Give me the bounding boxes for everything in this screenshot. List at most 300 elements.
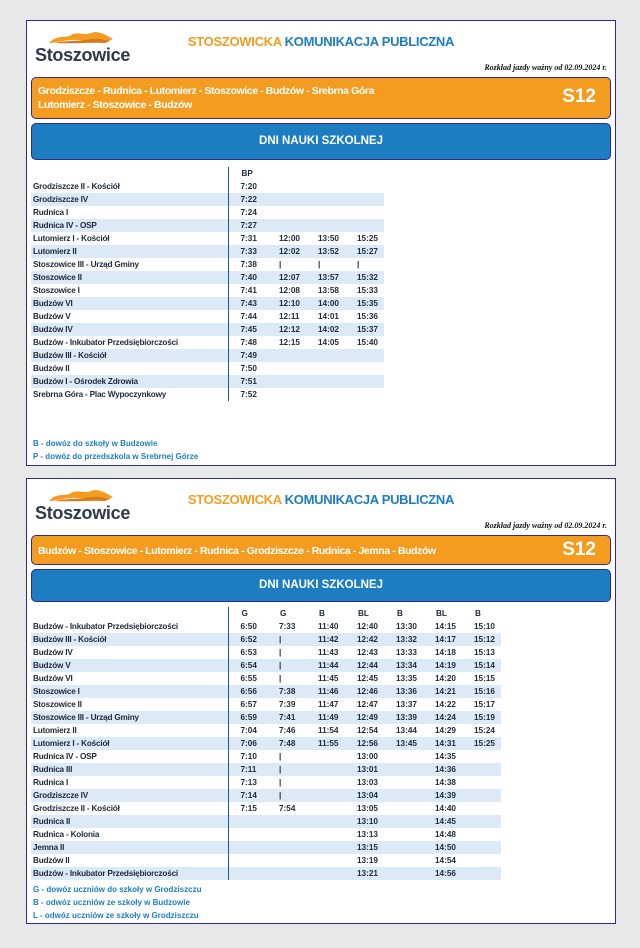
departure-time	[306, 349, 345, 362]
departure-time	[384, 841, 423, 854]
departure-time: |	[267, 789, 306, 802]
departure-time: 7:40	[228, 271, 267, 284]
departure-time	[306, 867, 345, 880]
departure-time: 11:46	[306, 685, 345, 698]
legend-note: B - odwóz uczniów ze szkoły w Budzowie	[33, 898, 190, 907]
departure-time: 12:44	[345, 659, 384, 672]
legend-note: B - dowóz do szkoły w Budzowie	[33, 439, 158, 448]
departure-time	[462, 841, 501, 854]
table-row	[31, 297, 384, 310]
departure-time: 7:33	[267, 620, 306, 633]
departure-time: 7:45	[228, 323, 267, 336]
stop-name: Grodziszcze IV	[31, 193, 228, 206]
departure-time: 12:46	[345, 685, 384, 698]
departure-time: 13:44	[384, 724, 423, 737]
departure-time	[228, 854, 267, 867]
stop-name: Stoszowice II	[31, 698, 228, 711]
stop-name: Lutomierz I - Kościół	[31, 232, 228, 245]
column-header	[306, 167, 345, 180]
departure-time	[462, 789, 501, 802]
stop-name: Rudnica I	[31, 776, 228, 789]
departure-time: 7:13	[228, 776, 267, 789]
departure-time: 7:27	[228, 219, 267, 232]
departure-time: 13:21	[345, 867, 384, 880]
departure-time	[384, 763, 423, 776]
company-name-part2: KOMUNIKACJA PUBLICZNA	[284, 34, 455, 49]
departure-time	[306, 776, 345, 789]
departure-time	[267, 828, 306, 841]
header-row	[31, 607, 501, 620]
departure-time: 14:54	[423, 854, 462, 867]
departure-time	[384, 750, 423, 763]
departure-time: 13:36	[384, 685, 423, 698]
departure-time: 12:02	[267, 245, 306, 258]
departure-time	[267, 388, 306, 401]
timetable-sheet-2	[26, 478, 616, 924]
table-row	[31, 206, 384, 219]
departure-time: 7:46	[267, 724, 306, 737]
departure-time	[345, 193, 384, 206]
legend-note: G - dowóz uczniów do szkoły w Grodziszczu	[33, 885, 202, 894]
departure-time: 14:36	[423, 763, 462, 776]
table-row	[31, 698, 501, 711]
departure-time: |	[267, 633, 306, 646]
stop-name: Lutomierz II	[31, 724, 228, 737]
departure-time: 7:15	[228, 802, 267, 815]
departure-time: 12:42	[345, 633, 384, 646]
departure-time: 7:48	[267, 737, 306, 750]
column-header: G	[241, 609, 248, 618]
company-name-part1: STOSZOWICKA	[187, 492, 282, 507]
stop-name: Rudnica III	[31, 763, 228, 776]
departure-time: 14:17	[423, 633, 462, 646]
table-row	[31, 633, 501, 646]
column-header: B	[319, 609, 325, 618]
table-row	[31, 672, 501, 685]
days-banner: DNI NAUKI SZKOLNEJ	[31, 123, 611, 160]
departure-time	[306, 180, 345, 193]
legend-note: P - dowóz do przedszkola w Srebrnej Górze	[33, 452, 199, 461]
table-row	[31, 232, 384, 245]
departure-time	[306, 841, 345, 854]
departure-time: |	[267, 646, 306, 659]
table-row	[31, 193, 384, 206]
departure-time: 15:16	[462, 685, 501, 698]
departure-time: 13:10	[345, 815, 384, 828]
column-header: BP	[241, 169, 253, 178]
departure-time: 7:20	[228, 180, 267, 193]
stop-name: Rudnica I	[31, 206, 228, 219]
stop-name: Budzów - Inkubator Przedsiębiorczości	[31, 867, 228, 880]
departure-time: 14:01	[306, 310, 345, 323]
departure-time	[462, 750, 501, 763]
departure-time: 15:15	[462, 672, 501, 685]
departure-time	[345, 349, 384, 362]
header-row	[31, 167, 384, 180]
departure-time	[384, 802, 423, 815]
table-row	[31, 310, 384, 323]
company-name-part2: KOMUNIKACJA PUBLICZNA	[284, 492, 455, 507]
stop-name: Budzów V	[31, 310, 228, 323]
departure-time: |	[267, 659, 306, 672]
departure-time: |	[267, 258, 306, 271]
table-row	[31, 776, 501, 789]
departure-time: 14:24	[423, 711, 462, 724]
stop-name: Budzów - Inkubator Przedsiębiorczości	[31, 336, 228, 349]
departure-time: 7:14	[228, 789, 267, 802]
departure-time	[306, 763, 345, 776]
table-row	[31, 724, 501, 737]
stop-name: Budzów VI	[31, 297, 228, 310]
departure-time: 14:29	[423, 724, 462, 737]
departure-time	[267, 867, 306, 880]
column-header: B	[397, 609, 403, 618]
departure-time: 13:50	[306, 232, 345, 245]
departure-time: 11:42	[306, 633, 345, 646]
column-header: BL	[436, 609, 447, 618]
departure-time	[462, 867, 501, 880]
table-row	[31, 737, 501, 750]
departure-time: 13:39	[384, 711, 423, 724]
departure-time: 7:52	[228, 388, 267, 401]
departure-time	[267, 349, 306, 362]
table-row	[31, 841, 501, 854]
departure-time: 15:37	[345, 323, 384, 336]
departure-time: 13:03	[345, 776, 384, 789]
departure-time: 12:10	[267, 297, 306, 310]
column-header: BL	[358, 609, 369, 618]
departure-time: 12:56	[345, 737, 384, 750]
departure-time: 12:45	[345, 672, 384, 685]
stop-header-cell	[31, 167, 228, 180]
departure-time	[306, 828, 345, 841]
departure-time: 13:30	[384, 620, 423, 633]
departure-time: 14:02	[306, 323, 345, 336]
stop-name: Grodziszcze IV	[31, 789, 228, 802]
departure-time: 7:51	[228, 375, 267, 388]
departure-time: 13:58	[306, 284, 345, 297]
departure-time	[384, 828, 423, 841]
departure-time: 14:39	[423, 789, 462, 802]
departure-time	[306, 375, 345, 388]
departure-time	[384, 867, 423, 880]
departure-time: 14:40	[423, 802, 462, 815]
departure-time: 7:54	[267, 802, 306, 815]
departure-time	[345, 375, 384, 388]
stop-name: Budzów III - Kościół	[31, 349, 228, 362]
stop-name: Grodziszcze II - Kościół	[31, 180, 228, 193]
table-row	[31, 284, 384, 297]
departure-time: 7:06	[228, 737, 267, 750]
departure-time: 13:52	[306, 245, 345, 258]
stop-name: Grodziszcze II - Kościół	[31, 802, 228, 815]
column-header	[345, 167, 384, 180]
departure-time: 7:44	[228, 310, 267, 323]
stop-name: Budzów IV	[31, 646, 228, 659]
departure-time	[345, 219, 384, 232]
departure-time: 7:38	[267, 685, 306, 698]
departure-time	[267, 362, 306, 375]
column-header: B	[475, 609, 481, 618]
route-line-1: Budzów - Stoszowice - Lutomierz - Rudnica - Grodziszcze - Rudnica - Jemna - Budzów	[38, 545, 436, 557]
departure-time: 6:53	[228, 646, 267, 659]
departure-time: 7:33	[228, 245, 267, 258]
stop-name: Budzów I - Ośrodek Zdrowia	[31, 375, 228, 388]
table-row	[31, 802, 501, 815]
departure-time: 15:32	[345, 271, 384, 284]
departure-time	[462, 776, 501, 789]
departure-time: 15:19	[462, 711, 501, 724]
departure-time	[267, 375, 306, 388]
departure-time: 7:49	[228, 349, 267, 362]
table-row	[31, 750, 501, 763]
departure-time	[345, 206, 384, 219]
departure-time	[345, 388, 384, 401]
departure-time: 15:17	[462, 698, 501, 711]
departure-time	[267, 193, 306, 206]
validity-date: Rozkład jazdy ważny od 02.09.2024 r.	[484, 63, 607, 72]
column-header	[267, 167, 306, 180]
table-row	[31, 271, 384, 284]
stop-name: Budzów II	[31, 362, 228, 375]
stop-name: Stoszowice II	[31, 271, 228, 284]
departure-time	[384, 789, 423, 802]
departure-time	[345, 362, 384, 375]
departure-time: |	[267, 763, 306, 776]
table-row	[31, 375, 384, 388]
departure-time	[306, 815, 345, 828]
departure-time: 13:15	[345, 841, 384, 854]
departure-time: 13:00	[345, 750, 384, 763]
departure-time: 13:19	[345, 854, 384, 867]
departure-time: 14:05	[306, 336, 345, 349]
table-row	[31, 245, 384, 258]
departure-time	[228, 841, 267, 854]
departure-time: 15:40	[345, 336, 384, 349]
legend-note: L - odwóz uczniów ze szkoły w Grodziszczu	[33, 911, 199, 920]
table-row	[31, 763, 501, 776]
departure-time: 7:38	[228, 258, 267, 271]
departure-time: |	[267, 776, 306, 789]
departure-time: 12:49	[345, 711, 384, 724]
departure-time: 15:25	[462, 737, 501, 750]
departure-time	[462, 854, 501, 867]
departure-time: 12:11	[267, 310, 306, 323]
departure-time: 14:38	[423, 776, 462, 789]
departure-time: |	[345, 258, 384, 271]
departure-time	[228, 867, 267, 880]
stop-name: Stoszowice III - Urząd Gminy	[31, 711, 228, 724]
departure-time	[384, 815, 423, 828]
table-row	[31, 362, 384, 375]
departure-time	[462, 828, 501, 841]
table-row	[31, 685, 501, 698]
stop-name: Rudnica - Kolonia	[31, 828, 228, 841]
route-line-1: Grodziszcze - Rudnica - Lutomierz - Stoszowice - Budzów - Srebrna Góra	[38, 85, 375, 97]
departure-time: 14:22	[423, 698, 462, 711]
departure-time: 6:59	[228, 711, 267, 724]
route-bar	[31, 77, 611, 119]
departure-time: 13:35	[384, 672, 423, 685]
table-row	[31, 789, 501, 802]
table-row	[31, 646, 501, 659]
departure-time: 14:56	[423, 867, 462, 880]
departure-time: 15:10	[462, 620, 501, 633]
departure-time: 14:48	[423, 828, 462, 841]
departure-time: 7:39	[267, 698, 306, 711]
departure-time	[306, 802, 345, 815]
departure-time: 11:43	[306, 646, 345, 659]
departure-time: 14:00	[306, 297, 345, 310]
departure-time	[306, 789, 345, 802]
stop-name: Budzów III - Kościół	[31, 633, 228, 646]
stop-name: Stoszowice I	[31, 685, 228, 698]
departure-time	[306, 854, 345, 867]
departure-time: 12:47	[345, 698, 384, 711]
departure-time	[267, 206, 306, 219]
departure-time: 15:14	[462, 659, 501, 672]
departure-time	[228, 828, 267, 841]
departure-time: 6:52	[228, 633, 267, 646]
departure-time: 14:31	[423, 737, 462, 750]
departure-time: 15:27	[345, 245, 384, 258]
departure-time: 11:47	[306, 698, 345, 711]
departure-time: 7:48	[228, 336, 267, 349]
route-description	[38, 544, 538, 558]
stop-name: Rudnica IV - OSP	[31, 750, 228, 763]
departure-time	[306, 362, 345, 375]
departure-time: 15:36	[345, 310, 384, 323]
departure-time	[462, 815, 501, 828]
departure-time: 7:41	[228, 284, 267, 297]
table-row	[31, 620, 501, 633]
column-header: G	[280, 609, 287, 618]
departure-time: 13:57	[306, 271, 345, 284]
table-row	[31, 219, 384, 232]
departure-time: 7:04	[228, 724, 267, 737]
departure-time: 15:33	[345, 284, 384, 297]
table-row	[31, 180, 384, 193]
departure-time: 6:54	[228, 659, 267, 672]
table-row	[31, 711, 501, 724]
stop-name: Rudnica II	[31, 815, 228, 828]
legend-notes	[33, 883, 201, 922]
line-number: S12	[562, 86, 596, 107]
departure-time: 12:15	[267, 336, 306, 349]
departure-time: 14:15	[423, 620, 462, 633]
table-row	[31, 815, 501, 828]
departure-time: 14:35	[423, 750, 462, 763]
departure-time: 6:55	[228, 672, 267, 685]
departure-time: 14:21	[423, 685, 462, 698]
table-row	[31, 828, 501, 841]
departure-time: |	[267, 750, 306, 763]
stop-name: Budzów II	[31, 854, 228, 867]
departure-time: 13:33	[384, 646, 423, 659]
departure-time: 14:20	[423, 672, 462, 685]
departure-time	[306, 219, 345, 232]
departure-time: 6:56	[228, 685, 267, 698]
departure-time	[462, 763, 501, 776]
departure-time: 12:08	[267, 284, 306, 297]
departure-time	[306, 388, 345, 401]
table-row	[31, 258, 384, 271]
departure-time: 14:19	[423, 659, 462, 672]
departure-time: |	[267, 672, 306, 685]
departure-time: 7:31	[228, 232, 267, 245]
stop-name: Lutomierz I - Kościół	[31, 737, 228, 750]
departure-time: 7:11	[228, 763, 267, 776]
departure-time: 12:00	[267, 232, 306, 245]
departure-time: 13:13	[345, 828, 384, 841]
departure-time: 13:45	[384, 737, 423, 750]
departure-time: 13:37	[384, 698, 423, 711]
stop-name: Stoszowice III - Urząd Gminy	[31, 258, 228, 271]
departure-time: 7:24	[228, 206, 267, 219]
departure-time: 12:07	[267, 271, 306, 284]
departure-time: 14:18	[423, 646, 462, 659]
departure-time	[345, 180, 384, 193]
company-name-part1: STOSZOWICKA	[187, 34, 282, 49]
logo-text: Stoszowice	[35, 45, 131, 65]
departure-time: 15:24	[462, 724, 501, 737]
departure-time: 7:10	[228, 750, 267, 763]
departure-time: 11:44	[306, 659, 345, 672]
route-description	[38, 84, 398, 112]
departure-time: 12:43	[345, 646, 384, 659]
departure-time: 15:13	[462, 646, 501, 659]
departure-time: 13:34	[384, 659, 423, 672]
stop-name: Budzów IV	[31, 323, 228, 336]
stop-name: Stoszowice I	[31, 284, 228, 297]
table-row	[31, 388, 384, 401]
departure-time	[267, 815, 306, 828]
line-number: S12	[562, 539, 596, 560]
departure-time: 6:50	[228, 620, 267, 633]
departure-time	[228, 815, 267, 828]
departure-time: 13:01	[345, 763, 384, 776]
departure-time: 7:22	[228, 193, 267, 206]
departure-time	[306, 750, 345, 763]
stop-header-cell	[31, 607, 228, 620]
table-row	[31, 659, 501, 672]
departure-time	[462, 802, 501, 815]
departure-time: 15:12	[462, 633, 501, 646]
departure-time: 14:50	[423, 841, 462, 854]
table-row	[31, 323, 384, 336]
departure-time: 11:49	[306, 711, 345, 724]
departure-time: 13:05	[345, 802, 384, 815]
departure-time	[267, 219, 306, 232]
table-row	[31, 349, 384, 362]
stop-name: Budzów V	[31, 659, 228, 672]
stop-name: Jemna II	[31, 841, 228, 854]
route-line-2: Lutomierz - Stoszowice - Budzów	[38, 99, 192, 111]
departure-time	[306, 193, 345, 206]
departure-time: |	[306, 258, 345, 271]
stop-name: Rudnica IV - OSP	[31, 219, 228, 232]
table-row	[31, 867, 501, 880]
departure-time: 15:25	[345, 232, 384, 245]
table-row	[31, 336, 384, 349]
route-bar	[31, 535, 611, 565]
departure-time: 14:45	[423, 815, 462, 828]
company-name	[27, 492, 615, 507]
departure-time: 13:32	[384, 633, 423, 646]
departure-time	[306, 206, 345, 219]
departure-time: 15:35	[345, 297, 384, 310]
timetable-table	[31, 167, 385, 401]
